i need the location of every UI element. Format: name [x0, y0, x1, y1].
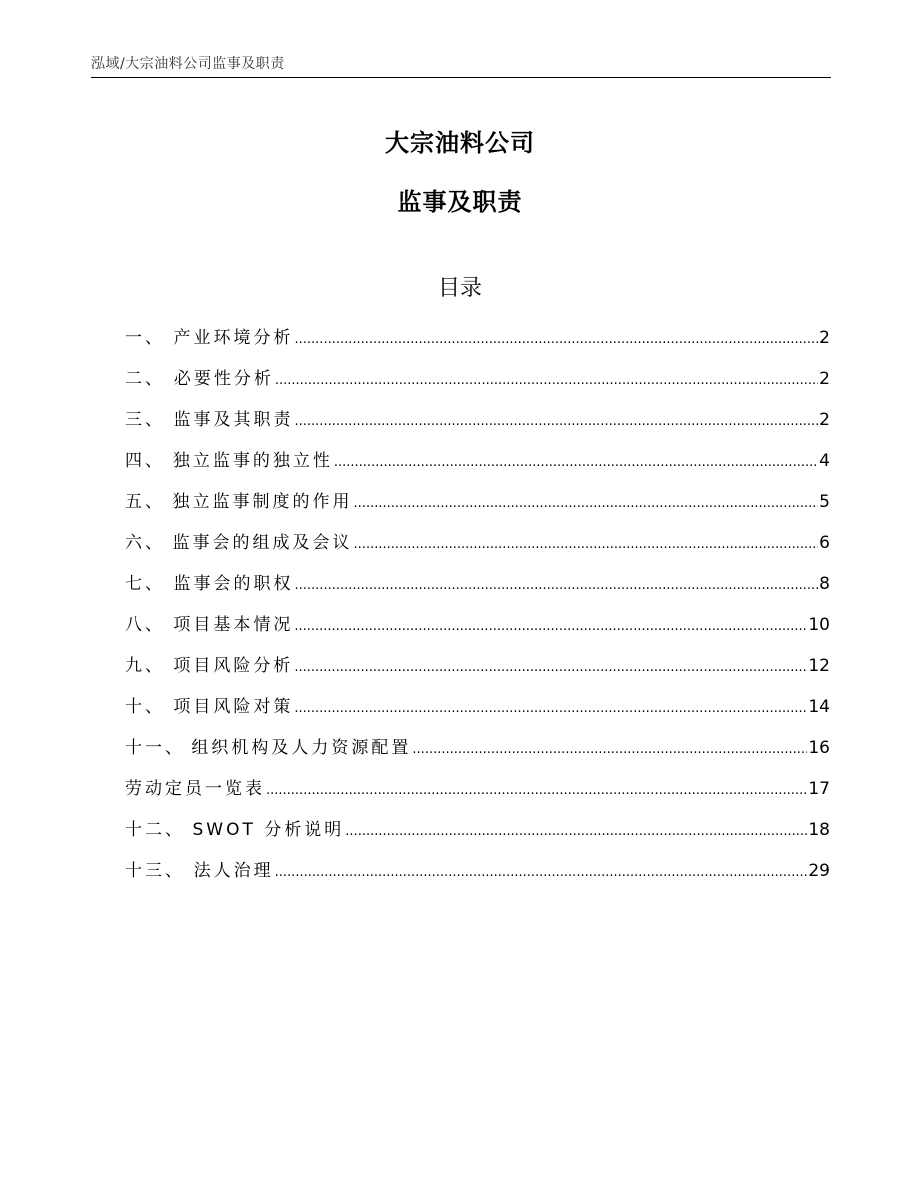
toc-entry-page: 12: [808, 656, 830, 676]
toc-entry[interactable]: [125, 650, 830, 691]
toc-entry-label: 组织机构及人力资源配置: [191, 738, 412, 758]
toc-entry-page: 2: [819, 328, 830, 348]
toc-dot-leader: [266, 775, 807, 807]
toc-entry[interactable]: [125, 527, 830, 568]
toc-entry-label: 监事及其职责: [173, 410, 294, 430]
toc-entry[interactable]: [125, 486, 830, 527]
toc-entry-label: 劳动定员一览表: [125, 779, 265, 799]
toc-entry-page: 6: [819, 533, 830, 553]
toc-entry-page: 16: [808, 738, 830, 758]
toc-entry-page: 17: [808, 779, 830, 799]
toc-entry-number: 五、: [125, 492, 165, 512]
toc-entry[interactable]: [125, 814, 830, 855]
toc-entry-label: 监事会的组成及会议: [172, 533, 353, 553]
toc-entry-page: 18: [808, 820, 830, 840]
toc-entry-number: 六、: [125, 533, 165, 553]
toc-entry[interactable]: [125, 609, 830, 650]
toc-entry[interactable]: [125, 773, 830, 814]
toc-entry-number: 一、: [125, 328, 165, 348]
toc-entry-label: SWOT 分析说明: [192, 820, 345, 840]
toc-entry-label: 独立监事制度的作用: [172, 492, 353, 512]
toc-entry-page: 2: [819, 369, 830, 389]
toc-entry-label: 产业环境分析: [173, 328, 294, 348]
toc-dot-leader: [334, 447, 818, 479]
toc-entry[interactable]: [125, 363, 830, 404]
toc-entry-label: 项目风险分析: [173, 656, 294, 676]
toc-entry-label: 监事会的职权: [173, 574, 294, 594]
toc-entry-page: 8: [819, 574, 830, 594]
running-header: 泓域/大宗油料公司监事及职责: [91, 56, 285, 72]
toc-entry-page: 14: [808, 697, 830, 717]
toc-dot-leader: [345, 816, 807, 848]
toc-entry-label: 项目风险对策: [173, 697, 294, 717]
toc-entry[interactable]: [125, 732, 830, 773]
toc-dot-leader: [295, 570, 819, 602]
toc-entry-number: 十一、: [125, 738, 185, 758]
toc-entry[interactable]: [125, 445, 830, 486]
toc-entry[interactable]: [125, 855, 830, 896]
toc-dot-leader: [354, 529, 819, 561]
toc-entry-label: 独立监事的独立性: [172, 451, 333, 471]
toc-entry-page: 4: [819, 451, 830, 471]
toc-entry[interactable]: [125, 691, 830, 732]
toc-entry-page: 5: [819, 492, 830, 512]
toc-dot-leader: [295, 406, 819, 438]
document-subtitle: 监事及职责: [397, 188, 523, 216]
toc-entry[interactable]: [125, 322, 830, 363]
toc-entry-number: 十三、: [125, 861, 185, 881]
toc-entry-label: 法人治理: [193, 861, 274, 881]
toc-entry-number: 三、: [125, 410, 165, 430]
toc-dot-leader: [354, 488, 819, 520]
toc-entry-page: 10: [808, 615, 830, 635]
toc-dot-leader: [294, 611, 807, 643]
toc-entry-number: 八、: [125, 615, 165, 635]
toc-entry-number: 十二、: [125, 820, 185, 840]
toc-entry-number: 四、: [125, 451, 165, 471]
toc-entry-number: 七、: [125, 574, 165, 594]
toc-dot-leader: [275, 365, 818, 397]
toc-dot-leader: [295, 324, 819, 356]
table-of-contents: [125, 322, 830, 896]
toc-dot-leader: [294, 652, 807, 684]
toc-heading: 目录: [437, 276, 482, 301]
toc-entry-number: 十、: [125, 697, 165, 717]
toc-entry[interactable]: [125, 568, 830, 609]
toc-dot-leader: [294, 693, 807, 725]
toc-entry-page: 2: [819, 410, 830, 430]
toc-entry-label: 必要性分析: [173, 369, 274, 389]
toc-dot-leader: [275, 857, 808, 889]
document-title: 大宗油料公司: [385, 129, 535, 157]
toc-entry-number: 九、: [125, 656, 165, 676]
toc-entry-page: 29: [808, 861, 830, 881]
toc-dot-leader: [412, 734, 807, 766]
toc-entry-label: 项目基本情况: [173, 615, 294, 635]
header-divider: [91, 77, 831, 78]
toc-entry[interactable]: [125, 404, 830, 445]
toc-entry-number: 二、: [125, 369, 165, 389]
